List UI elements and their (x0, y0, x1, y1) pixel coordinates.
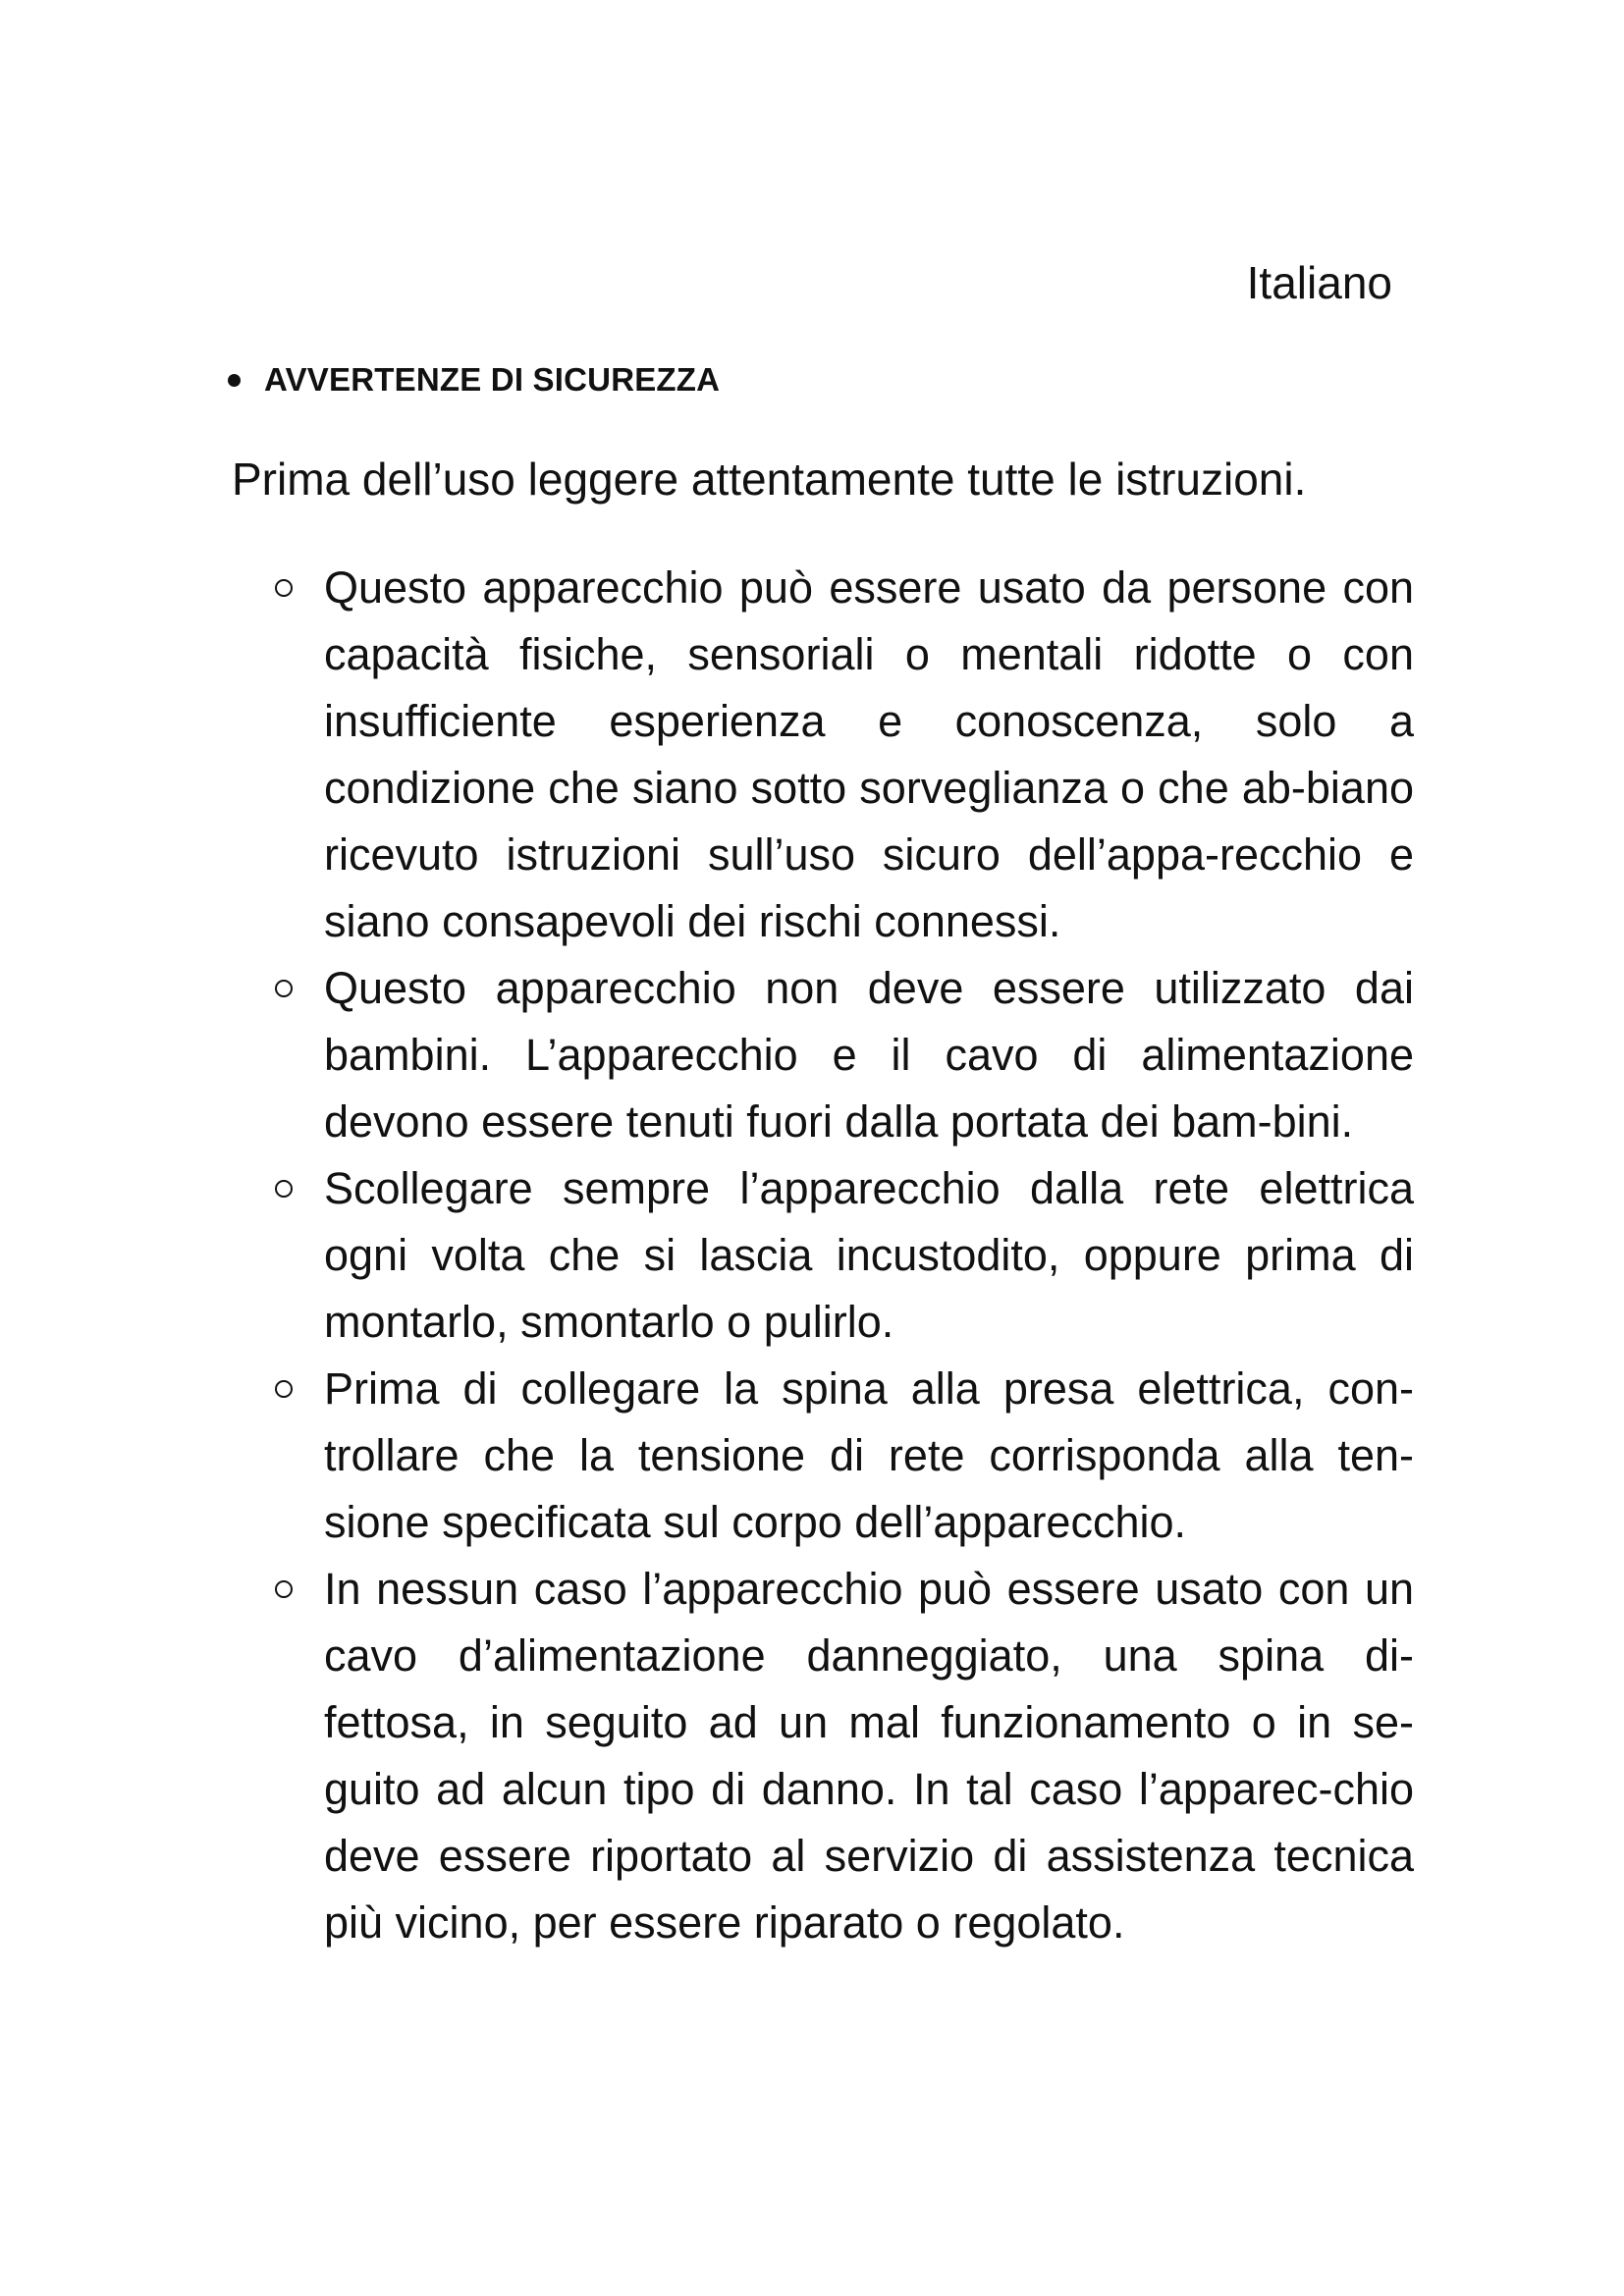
section-title: AVVERTENZE DI SICUREZZA (264, 361, 721, 398)
warning-text: In nessun caso l’apparecchio può essere usato con un cavo d’alimentazione danneggiato, una spina di-fettosa, in seguito ad un mal funzionamento o in se-guito ad alcun tipo di danno. In tal caso l’apparec-chio deve essere riportato al servizio di assistenza tecnica più vicino, per essere riparato o regolato. (324, 1564, 1414, 1948)
warning-text: Questo apparecchio non deve essere utilizzato dai bambini. L’apparecchio e il cavo di alimentazione devono essere tenuti fuori dalla portata dei bam-bini. (324, 963, 1414, 1147)
warning-item (275, 555, 1414, 955)
circle-bullet-icon (275, 579, 293, 597)
section-heading (228, 358, 720, 401)
circle-bullet-icon (275, 980, 293, 997)
bullet-dot-icon (228, 374, 241, 387)
warning-text: Prima di collegare la spina alla presa elettrica, con-trollare che la tensione di rete corrisponda alla ten-sione specificata sul corpo dell’apparecchio. (324, 1363, 1414, 1547)
warning-item (275, 1155, 1414, 1356)
warning-list (275, 555, 1414, 1956)
circle-bullet-icon (275, 1580, 293, 1598)
warning-item (275, 1556, 1414, 1956)
intro-text: Prima dell’uso leggere attentamente tutte le istruzioni. (232, 454, 1307, 505)
warning-item (275, 1356, 1414, 1556)
language-label: Italiano (1246, 257, 1392, 308)
warning-text: Scollegare sempre l’apparecchio dalla rete elettrica ogni volta che si lascia incustodito, oppure prima di montarlo, smontarlo o pulirlo. (324, 1163, 1414, 1347)
circle-bullet-icon (275, 1380, 293, 1398)
circle-bullet-icon (275, 1180, 293, 1198)
warning-item (275, 955, 1414, 1155)
warning-text: Questo apparecchio può essere usato da persone con capacità fisiche, sensoriali o mentali ridotte o con insufficiente esperienza e conoscenza, solo a condizione che siano sotto sorveglianza o che ab-biano ricevuto istruzioni sull’uso sicuro dell’appa-recchio e siano consapevoli dei rischi connessi. (324, 562, 1414, 946)
